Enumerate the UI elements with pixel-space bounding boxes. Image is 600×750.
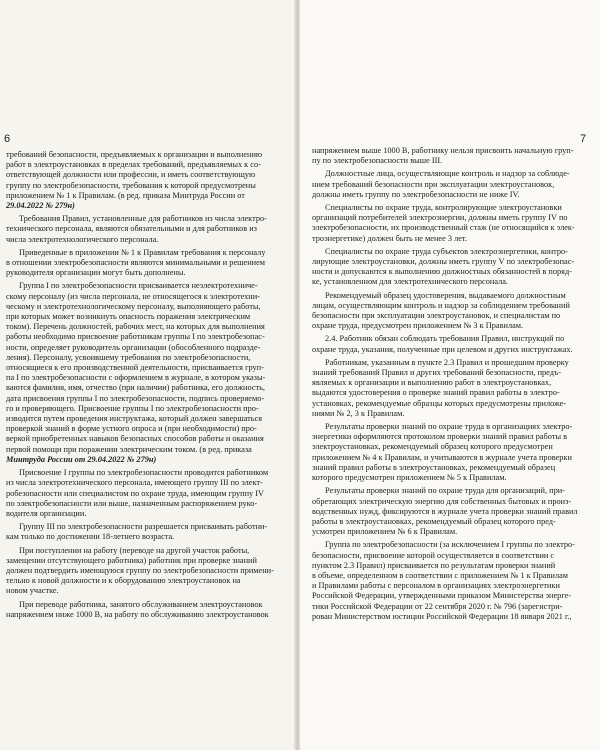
text-line: нием требований безопасности при эксплуатации электроустановок,	[312, 179, 555, 189]
text-line: по электробезопасности или выше, назначенным распоряжением руко-	[6, 498, 258, 508]
text-line: тельно к новой должности и к оборудованию электроустановок на	[6, 576, 241, 586]
text-line: пунктом 2.3 Правил) присваивается по результатам проверки знаний	[312, 560, 556, 570]
text-line: рован Министерством юстиции Российской Федерации 18 января 2021 г.,	[312, 611, 572, 621]
text-line: ности и допускаются к выполнению должностных обязанностей в поряд-	[312, 267, 572, 277]
text-line: го и проверяющего. Присвоение группы I по электробезопасности про-	[6, 403, 259, 413]
right-page-text	[312, 146, 592, 622]
text-line: ления). Персоналу, усвоившему требования по электробезопасности,	[6, 352, 251, 362]
text-line: обретающих электрическую энергию для собственных бытовых и произ-	[312, 496, 572, 506]
text-line: лицам, осуществляющим контроль и надзор за соблюдением требований	[312, 300, 570, 310]
text-line: Рекомендуемый образец удостоверения, выдаваемого должностным	[325, 290, 566, 300]
text-line: кам только по достижении 18-летнего возраста.	[6, 532, 175, 542]
text-line-citation: Минтруда России от 29.04.2022 № 279н)	[6, 454, 157, 464]
text-line: должны иметь группу по электробезопасности не ниже IV.	[312, 189, 520, 199]
text-line: в отношении электробезопасности являются минимальными и решением	[6, 258, 266, 268]
text-line: Работникам, указанным в пункте 2.3 Правил и прошедшим проверку	[325, 357, 569, 367]
text-line: энергетики оформляются протоколом проверки знаний правил работы в	[312, 432, 568, 442]
text-line: приложением № 1 к Правилам. (в ред. приказа Минтруда России от	[6, 190, 245, 200]
text-line: которого предусмотрен приложением № 5 к Правилам.	[312, 473, 507, 483]
text-line: ке, установленном для электротехнического персонала.	[312, 277, 508, 287]
text-line: электроустановках, рекомендуемый образец которого предусмотрен	[312, 442, 553, 452]
text-line-citation: 29.04.2022 № 279н)	[6, 201, 75, 211]
text-line: напряжением выше 1000 В, работнику нельзя присвоить начальную груп-	[312, 146, 574, 155]
text-line: При поступлении на работу (переводе на другой участок работы,	[19, 545, 250, 555]
text-line: первой помощи при поражении электрическим током. (в ред. приказа	[6, 444, 252, 454]
text-line: работы в электроустановках, рекомендуемый образец которого пред-	[312, 516, 556, 526]
text-line: должен подтвердить имеющуюся группу по электробезопасности примени-	[6, 565, 274, 575]
text-line: работ в электроустановках в пределах требований, предъявляемых к со-	[6, 160, 261, 170]
text-line: веркой приобретенных навыков безопасных способов работы и оказания	[6, 434, 264, 444]
text-line: охране труда, указания, полученные при целевом и других инструктажах.	[312, 344, 573, 354]
text-line: Специалисты по охране труда субъектов электроэнергетики, контро-	[325, 246, 568, 256]
text-line: 2.4. Работник обязан соблюдать требования Правил, инструкций по	[325, 334, 565, 344]
text-line: усмотрен приложением № 6 к Правилам.	[312, 527, 458, 537]
text-line: установках, рекомендуемые образцы которых предусмотрены приложе-	[312, 398, 567, 408]
text-line: изводится путем проведения инструктажа, который должен завершаться	[6, 414, 263, 424]
text-line: Должностные лица, осуществляющие контроль и надзор за соблюде-	[325, 169, 570, 179]
text-line: тики Российской Федерации от 22 сентября 2020 г. № 796 (зарегистри-	[312, 601, 563, 611]
text-line: из числа электротехнического персонала, имеющего группу III по элект-	[6, 478, 263, 488]
text-line: водственных нужд, фиксируются в журнале учета проверки знаний правил	[312, 506, 578, 516]
text-line: технического персонала, являются обязательными и для работников из	[6, 224, 257, 234]
text-line: па I по электробезопасности с оформлением в журнале, в котором указы-	[6, 373, 266, 383]
left-page-text	[6, 150, 290, 620]
text-line: При переводе работника, занятого обслуживанием электроустановок	[19, 599, 263, 609]
text-line: Приведенные в приложении № 1 к Правилам требования к персоналу	[19, 247, 266, 257]
text-line: руководителя организации могут быть дополнены.	[6, 268, 186, 278]
text-line: выдаются удостоверения о проверке знаний правил работы в электро-	[312, 388, 560, 398]
text-line: Результаты проверки знаний по охране труда в организациях электро-	[325, 422, 573, 432]
text-line: Требования Правил, установленные для работников из числа электро-	[19, 214, 267, 224]
right-page	[300, 0, 600, 750]
text-line: напряжением ниже 1000 В, на работу по обслуживанию электроустановок	[6, 609, 269, 619]
page-number-left: 6	[4, 133, 11, 145]
text-line: скому персоналу (из числа персонала, не относящегося к электротехни-	[6, 291, 260, 301]
text-line: дата присвоения группы I по электробезопасности, подпись проверяемо-	[6, 393, 265, 403]
text-line: приложением № 4 к Правилам, и учитываются в журнале учета проверки	[312, 452, 572, 462]
text-line: группу по электробезопасности, требования к которой предусмотрены	[6, 180, 256, 190]
text-line: и Правилами работы с персоналом в организациях электроэнергетики	[312, 581, 560, 591]
text-line: охране труда, предусмотрен приложением № 3 к Правилам.	[312, 321, 524, 331]
text-line: током). Перечень должностей, рабочих мест, на которых для выполнения	[6, 322, 265, 332]
text-line: Результаты проверки знаний по охране труда для организаций, при-	[325, 486, 565, 496]
text-line: ности, определяет руководитель организации (обособленного подразде-	[6, 342, 261, 352]
text-line: ваются фамилия, имя, отчество (при наличии) работника, его должность,	[6, 383, 266, 393]
page-number-right: 7	[580, 133, 587, 145]
text-line: требований безопасности, предъявляемых к организации и выполнению	[6, 150, 263, 159]
text-line: проверкой знаний в форме устного опроса и (при необходимости) про-	[6, 424, 257, 434]
text-line: в объеме, определенном в соответствии с приложением № 1 к Правилам	[312, 570, 569, 580]
left-page	[0, 0, 296, 750]
text-line: относящиеся к его производственной деятельности, присваивается груп-	[6, 363, 264, 373]
text-line: организаций потребителей электроэнергии, должны иметь группу IV по	[312, 213, 568, 223]
text-line: замещении отсутствующего работника) работник при проверке знаний	[6, 555, 257, 565]
text-line: знаний требований Правил и других требований безопасности, предъ-	[312, 368, 562, 378]
text-line: электробезопасности, их производственный стаж (не относящийся к элек-	[312, 223, 575, 233]
text-line: ческому и электротехнологическому персоналу, выполняющего работы,	[6, 301, 261, 311]
text-line: троэнергетике) должен быть не менее 3 лет.	[312, 233, 467, 243]
text-line: безопасности, присвоение которой осуществляется в соответствии с	[312, 550, 555, 560]
text-line: Группу III по электробезопасности разрешается присваивать работни-	[19, 522, 268, 532]
text-line: безопасности при эксплуатации электроустановок, и специалистам по	[312, 311, 561, 321]
text-line: Группа I по электробезопасности присваивается неэлектротехниче-	[19, 281, 258, 291]
text-line: работы необходимо присвоение работникам группы I по электробезопас-	[6, 332, 265, 342]
text-line: числа электротехнологического персонала.	[6, 234, 159, 244]
text-line: Специалисты по охране труда, контролирующие электроустановки	[325, 203, 562, 213]
text-line: пу по электробезопасности выше III.	[312, 156, 443, 166]
text-line: являемых к организации и выполнению работ в электроустановках,	[312, 378, 552, 388]
text-line: Присвоение I группы по электробезопасности проводится работником	[19, 468, 269, 478]
text-line: ниями № 2, 3 к Правилам.	[312, 408, 405, 418]
text-line: Российской Федерации, утвержденными приказом Министерства энерге-	[312, 591, 572, 601]
text-line: знаний правил работы в электроустановках, рекомендуемый образец	[312, 462, 556, 472]
text-line: новом участке.	[6, 586, 59, 596]
text-line: ответствующей должности или профессии, и иметь соответствующую	[6, 170, 256, 180]
text-line: лирующие электроустановки, должны иметь группу V по электробезопас-	[312, 257, 575, 267]
text-line: при которых может возникнуть опасность поражения электрическим	[6, 312, 251, 322]
text-line: робезопасности или специалистом по охране труда, имеющим группу IV	[6, 488, 265, 498]
text-line: водителя организации.	[6, 508, 87, 518]
text-line: Группа по электробезопасности (за исключением I группы по электро-	[325, 540, 575, 550]
